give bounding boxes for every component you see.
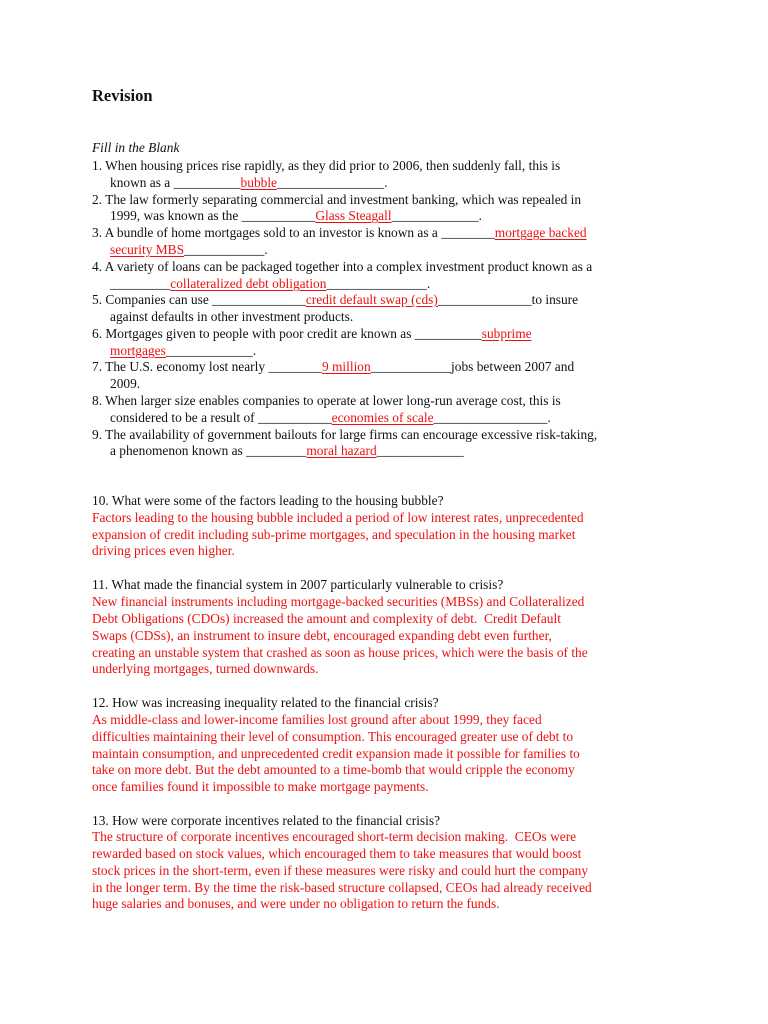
blank-q6-line1 (92, 326, 532, 342)
answer-q5: credit default swap (cds) (305, 292, 438, 307)
answer-11-line: Swaps (CDSs), an instrument to insure debt, encouraged expanding debt even further, (92, 628, 552, 643)
answer-q2: Glass Steagall (315, 208, 392, 223)
blank-q9-line1: 9. The availability of government bailouts for large firms can encourage excessive risk-taking, (92, 427, 598, 442)
blank-q6-line2 (110, 343, 256, 359)
blank-prefix: 7. The U.S. economy lost nearly ________ (92, 359, 322, 374)
answer-13-line: stock prices in the short-term, even if these measures were risky and could hurt the company (92, 863, 589, 878)
blank-prefix: 5. Companies can use ______________ (92, 292, 306, 307)
answer-q9: moral hazard (306, 443, 377, 458)
answer-q6-part1: subprime (481, 326, 532, 341)
answer-10-line: expansion of credit including sub-prime mortgages, and speculation in the housing market (92, 527, 576, 542)
answer-12-line: As middle-class and lower-income families lost ground after about 1999, they faced (92, 712, 542, 727)
answer-q7: 9 million (321, 359, 371, 374)
answer-12-line: difficulties maintaining their level of consumption. This encouraged greater use of debt to (92, 729, 574, 744)
answer-10-line: driving prices even higher. (92, 543, 235, 558)
answer-q8: economies of scale (331, 410, 434, 425)
answer-q6-part2: mortgages (110, 343, 166, 358)
blank-q1-line2 (110, 175, 387, 191)
blank-suffix: ____________. (184, 242, 268, 257)
blank-q8-line1: 8. When larger size enables companies to operate at lower long-run average cost, this is (92, 393, 561, 408)
blank-q3-line2 (110, 242, 268, 258)
blank-suffix: ____________jobs between 2007 and (370, 359, 575, 374)
answer-13-line: huge salaries and bonuses, and were under no obligation to return the funds. (92, 896, 500, 911)
answer-q3-part1: mortgage backed (494, 225, 587, 240)
blank-suffix: _____________. (165, 343, 257, 358)
answer-13-line: in the longer term. By the time the risk-based structure collapsed, CEOs had already received (92, 880, 592, 895)
blank-prefix: considered to be a result of ___________ (110, 410, 332, 425)
answer-11-line: Debt Obligations (CDOs) increased the amount and complexity of debt. Credit Default (92, 611, 561, 626)
answer-13-line: rewarded based on stock values, which encouraged them to take measures that would boost (92, 846, 582, 861)
question-13: 13. How were corporate incentives related to the financial crisis? (92, 813, 441, 828)
answer-10-line: Factors leading to the housing bubble included a period of low interest rates, unprecedented (92, 510, 584, 525)
blank-suffix: ______________to insure (437, 292, 579, 307)
blank-q4-line2 (110, 276, 430, 292)
blank-q5-line1 (92, 292, 578, 308)
answer-12-line: once families found it impossible to make mortgage payments. (92, 779, 429, 794)
blank-q5-line2: against defaults in other investment products. (110, 309, 354, 324)
answer-11-line: underlying mortgages, turned downwards. (92, 661, 319, 676)
answer-11-line: creating an unstable system that crashed as soon as house prices, which were the basis of the (92, 645, 588, 660)
question-12: 12. How was increasing inequality related to the financial crisis? (92, 695, 439, 710)
section-subtitle: Fill in the Blank (92, 140, 180, 155)
answer-12-line: maintain consumption, and unprecedented credit expansion made it possible for families to (92, 746, 580, 761)
blank-q9-line2 (110, 443, 464, 459)
answer-q1: bubble (240, 175, 277, 190)
answer-11-line: New financial instruments including mortgage-backed securities (MBSs) and Collateralized (92, 594, 585, 609)
question-11: 11. What made the financial system in 2007 particularly vulnerable to crisis? (92, 577, 504, 592)
blank-prefix: a phenomenon known as _________ (110, 443, 307, 458)
blank-q7-line1 (92, 359, 574, 375)
blank-suffix: _______________. (326, 276, 431, 291)
blank-suffix: _________________. (433, 410, 551, 425)
blank-suffix: _____________. (391, 208, 482, 223)
blank-q2-line1: 2. The law formerly separating commercial and investment banking, which was repealed in (92, 192, 582, 207)
blank-prefix: _________ (110, 276, 171, 291)
blank-q1-line1: 1. When housing prices rise rapidly, as they did prior to 2006, then suddenly fall, this is (92, 158, 561, 173)
blank-q4-line1: 4. A variety of loans can be packaged together into a complex investment product known as a (92, 259, 593, 274)
blank-prefix: 1999, was known as the ___________ (110, 208, 316, 223)
answer-q4: collateralized debt obligation (170, 276, 327, 291)
blank-q7-line2: 2009. (110, 376, 141, 391)
blank-suffix: ________________. (277, 175, 388, 190)
blank-prefix: 6. Mortgages given to people with poor credit are known as __________ (92, 326, 482, 341)
answer-12-line: take on more debt. But the debt amounted to a time-bomb that would cripple the economy (92, 762, 575, 777)
answer-13-line: The structure of corporate incentives encouraged short-term decision making. CEOs were (92, 829, 577, 844)
blank-q2-line2 (110, 208, 482, 224)
blank-prefix: 3. A bundle of home mortgages sold to an investor is known as a ________ (92, 225, 495, 240)
question-10: 10. What were some of the factors leading to the housing bubble? (92, 493, 444, 508)
blank-q8-line2 (110, 410, 551, 426)
blank-prefix: known as a __________ (110, 175, 241, 190)
page-title: Revision (92, 86, 153, 105)
blank-q3-line1 (92, 225, 587, 241)
answer-q3-part2: security MBS (110, 242, 185, 257)
blank-suffix: _____________ (376, 443, 464, 458)
